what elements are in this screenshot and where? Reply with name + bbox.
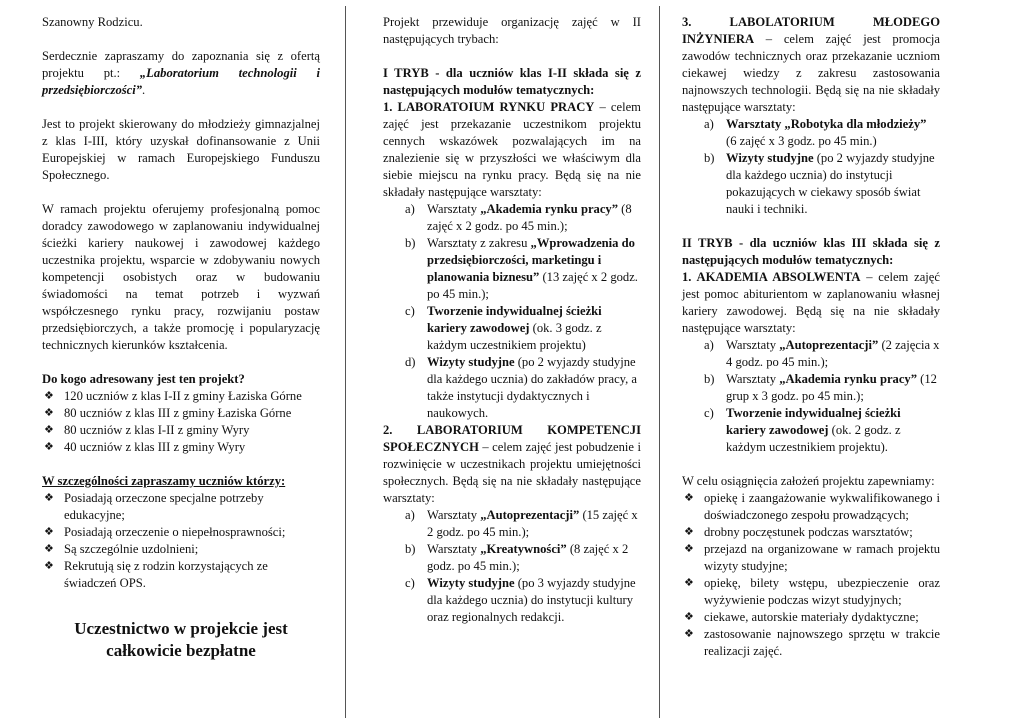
list-item: ❖ Są szczególnie uzdolnieni;	[42, 541, 320, 558]
module-2-title: 2. LABORATORIUM KOMPETENCJI SPOŁECZNYCH	[383, 423, 641, 454]
absolwent-description	[682, 269, 940, 337]
absolwent-text: – celem zajęć jest pomoc abiturientom w zaplanowaniu własnej kariery zawodowej. Będą się na nie składały następujące warsztaty:	[682, 270, 940, 335]
list-item: d) Wizyty studyjne (po 2 wyjazdy studyjne dla każdego ucznia) do zakładów pracy, a także instytucji dydaktycznych i naukowych.	[405, 355, 638, 420]
project-description: Jest to projekt skierowany do młodzieży gimnazjalnej z klas I-III, który uzyskał dofinansowanie z Unii Europejskiej w ramach Europejskiego Funduszu Społecznego.	[42, 117, 320, 182]
module-2-description	[383, 422, 641, 507]
list-item: ❖ 80 uczniów z klas I-II z gminy Wyry	[42, 422, 320, 439]
special-list	[42, 490, 320, 592]
list-item: a) Warsztaty „Autoprezentacji” (2 zajęcia x 4 godz. po 45 min.);	[704, 338, 940, 369]
list-item: ❖ przejazd na organizowane w ramach projektu wizyty studyjne;	[682, 541, 940, 575]
list-item: ❖ 80 uczniów z klas III z gminy Łaziska Górne	[42, 405, 320, 422]
list-item: ❖ Rekrutują się z rodzin korzystających ze świadczeń OPS.	[42, 558, 320, 592]
list-item: ❖ opiekę i zaangażowanie wykwalifikowanego i doświadczonego zespołu prowadzących;	[682, 490, 940, 524]
list-item: ❖ Posiadają orzeczone specjalne potrzeby edukacyjne;	[42, 490, 320, 524]
project-title: „Laboratorium technologii i przedsiębiorczości”	[42, 66, 320, 97]
column-1	[42, 14, 320, 662]
list-item: b) Warsztaty „Kreatywności” (8 zajęć x 2 godz. po 45 min.);	[405, 542, 629, 573]
absolwent-workshops	[682, 337, 940, 456]
audience-heading: Do kogo adresowany jest ten projekt?	[42, 372, 245, 386]
module-3-title: 3. LABOLATORIUM MŁODEGO INŻYNIERA	[682, 15, 940, 46]
intro-end: .	[142, 83, 146, 97]
list-item: a) Warsztaty „Robotyka dla młodzieży” (6 zajęć x 3 godz. po 45 min.)	[704, 117, 927, 148]
list-item: c) Wizyty studyjne (po 3 wyjazdy studyjne dla każdego ucznia) do instytucji kultury oraz regionalnych redakcji.	[405, 576, 636, 624]
module-1-description	[383, 99, 641, 201]
audience-list	[42, 388, 320, 456]
module-3-workshops	[682, 116, 940, 218]
list-item: ❖ opiekę, bilety wstępu, ubezpieczenie oraz wyżywienie podczas wizyt studyjnych;	[682, 575, 940, 609]
module-3-description	[682, 14, 940, 116]
list-item: a) Warsztaty „Autoprezentacji” (15 zajęć x 2 godz. po 45 min.);	[405, 508, 638, 539]
special-heading: W szczególności zapraszamy uczniów którzy:	[42, 474, 286, 488]
column-divider	[659, 6, 660, 718]
module-1-text: – celem zajęć jest przekazanie uczestnikom projektu cennych wskazówek pozwalających im na znalezienie się w przyszłości we właściwym dla siebie miejscu na rynku pracy. Będą się na nie składały następujące warsztaty:	[383, 100, 641, 199]
list-item: ❖ zastosowanie najnowszego sprzętu w trakcie realizacji zajęć.	[682, 626, 940, 660]
module-3-text: – celem zajęć jest promocja zawodów technicznych oraz przekazanie uczniom ciekawej wiedzy z zakresu zastosowania najnowszych technologii. Będą się na nie składały następujące warsztaty:	[682, 32, 940, 114]
free-line-1: Uczestnictwo w projekcie jest	[74, 619, 288, 638]
module-1-title: 1. LABORATOIUM RYNKU PRACY	[383, 100, 595, 114]
free-participation-notice	[42, 618, 320, 662]
intro-paragraph	[42, 48, 320, 99]
list-item: ❖ ciekawe, autorskie materiały dydaktyczne;	[682, 609, 940, 626]
provide-list	[682, 490, 940, 660]
module-2-workshops	[383, 507, 641, 626]
free-line-2: całkowicie bezpłatne	[106, 641, 256, 660]
list-item: b) Warsztaty „Akademia rynku pracy” (12 grup x 3 godz. po 45 min.);	[704, 372, 937, 403]
list-item: b) Wizyty studyjne (po 2 wyjazdy studyjne dla każdego ucznia) do instytucji pokazujących w ciekawy sposób świat nauki i techniki.	[704, 151, 935, 216]
tryb2-heading: II TRYB - dla uczniów klas III składa się z następujących modułów tematycznych:	[682, 236, 940, 267]
module-1-workshops	[383, 201, 641, 422]
list-item: b) Warsztaty z zakresu „Wprowadzenia do przedsiębiorczości, marketingu i planowania biznesu” (13 zajęć x 2 godz. po 45 min.);	[405, 236, 638, 301]
greeting: Szanowny Rodzicu.	[42, 15, 143, 29]
list-item: ❖ drobny poczęstunek podczas warsztatów;	[682, 524, 940, 541]
provide-heading: W celu osiągnięcia założeń projektu zapewniamy:	[682, 474, 935, 488]
module-2-text: – celem zajęć jest pobudzenie i rozwinięcie w uczestnikach projektu umiejętności społecznych. Będą się na nie składały następujące warsztaty:	[383, 440, 641, 505]
list-item: a) Warsztaty „Akademia rynku pracy” (8 zajęć x 2 godz. po 45 min.);	[405, 202, 632, 233]
column-divider	[345, 6, 346, 718]
modes-intro: Projekt przewiduje organizację zajęć w II następujących trybach:	[383, 15, 641, 46]
list-item: ❖ 40 uczniów z klas III z gminy Wyry	[42, 439, 320, 456]
absolwent-title: 1. AKADEMIA ABSOLWENTA	[682, 270, 861, 284]
project-offer: W ramach projektu oferujemy profesjonalną pomoc doradcy zawodowego w zaplanowaniu indywidualnej ścieżki kariery naukowej i zawodowej każdego uczestnika projektu, wsparcie w zdobywaniu nowych kompetencji osobistych oraz w budowaniu świadomości na temat potrzeb i wyzwań współczesnego rynku pracy, rozwijaniu postaw przedsiębiorczych, a także promocję i popularyzację technicznych kierunków kształcenia.	[42, 202, 320, 352]
list-item: c) Tworzenie indywidualnej ścieżki kariery zawodowej (ok. 2 godz. z każdym uczestnikiem projektu).	[704, 406, 901, 454]
column-2	[383, 14, 641, 626]
list-item: c) Tworzenie indywidualnej ścieżki kariery zawodowej (ok. 3 godz. z każdym uczestnikiem projektu)	[405, 304, 602, 352]
tryb1-heading: I TRYB - dla uczniów klas I-II składa się z następujących modułów tematycznych:	[383, 66, 641, 97]
intro-text: Serdecznie zapraszamy do zapoznania się z ofertą projektu pt.:	[42, 49, 320, 80]
column-3	[682, 14, 940, 660]
list-item: ❖ 120 uczniów z klas I-II z gminy Łaziska Górne	[42, 388, 320, 405]
list-item: ❖ Posiadają orzeczenie o niepełnosprawności;	[42, 524, 320, 541]
